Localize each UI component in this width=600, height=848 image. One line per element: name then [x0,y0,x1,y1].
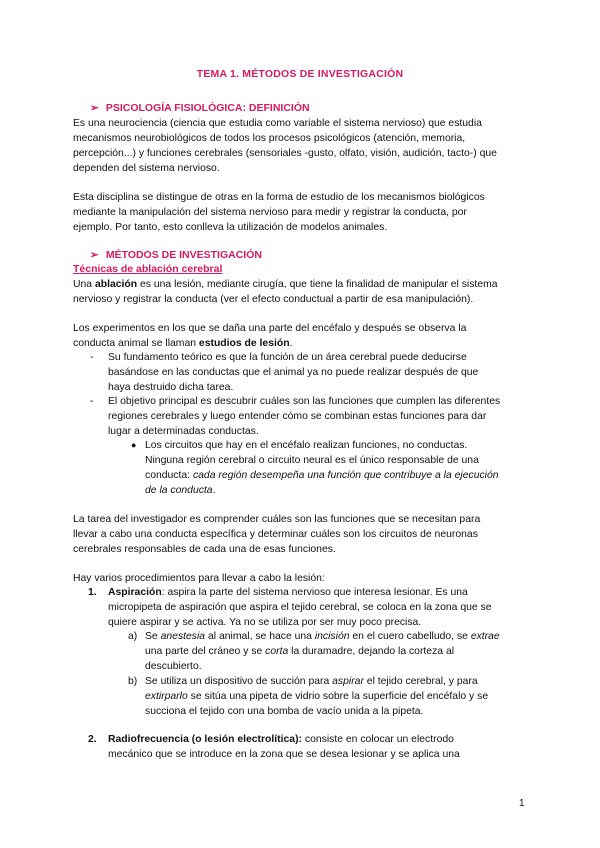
text-line: percepción...) y funciones cerebrales (sensoriales -gusto, olfato, visión, audición, tacto-) que [73,148,497,159]
text-line: succiona el tejido con una bomba de vacío unida a la pipeta. [145,706,424,717]
page-title: TEMA 1. MÉTODOS DE INVESTIGACIÓN [196,68,404,80]
item-number: 1. [88,587,97,598]
text-run: Se [145,631,161,642]
text-line: lugar a determinadas conductas. [108,426,259,437]
text-run: consiste en colocar un electrodo [302,734,454,745]
bold-term: Radiofrecuencia (o lesión electrolítica): [108,734,303,745]
text-line: Los experimentos en los que se daña una parte del encéfalo y después se observa la [73,323,467,334]
section-heading-text: MÉTODOS DE INVESTIGACIÓN [105,249,262,261]
dash-list-item [90,350,479,395]
section-heading-definicion [90,102,310,114]
section-heading-metodos [90,249,262,261]
italic-run: extrae [470,631,500,642]
text-line: mecanismos neurobiológicos de todos los procesos psicológicos (atención, memoria, [73,133,466,144]
text-run: . [289,338,293,349]
item-letter: b) [128,676,138,687]
text-run: al animal, se hace una [205,631,315,642]
text-run: en el cuero cabelludo, se [349,631,471,642]
text-line: mecánico que se introduce en la zona que se desea lesionar y se aplica una [108,749,460,760]
text-run: Una [73,279,95,290]
text-line: regiones cerebrales y luego entender cómo se combinan estas funciones para dar [108,411,487,422]
bold-term: Aspiración [108,587,162,598]
text-line: Los circuitos que hay en el encéfalo realizan funciones, no conductas. [145,440,468,451]
paragraph-procedures-intro: Hay varios procedimientos para llevar a cabo la lesión: [73,573,325,584]
text-line: quiere aspirar y se activa. Ya no se utiliza por ser muy poco precisa. [108,617,422,628]
text-run: Se utiliza un dispositivo de succión para [145,676,333,687]
numbered-item-aspiracion [88,585,492,630]
lettered-item-b [128,674,489,719]
text-run: una parte del cráneo y se [145,646,266,657]
italic-run: extirparlo [145,691,188,702]
text-line [108,585,492,600]
arrow-bullet-icon: ➢ [90,102,99,114]
text-run: la duramadre, dejando la corteza al [288,646,455,657]
text-run: conducta animal se llaman [73,338,199,349]
bold-term: estudios de lesión [198,338,290,349]
paragraph-experiments [73,321,466,351]
circle-list-item [131,438,499,498]
text-line [73,277,498,292]
italic-run: anestesia [160,631,206,642]
paragraph-discipline [73,190,485,235]
item-letter: a) [128,631,138,642]
text-run: . [212,485,216,496]
text-line: descubierto. [145,661,202,672]
text-run: : aspira la parte del sistema nervioso que interesa lesionar. Es una [161,587,468,598]
item-number: 2. [88,734,97,745]
text-line: ejemplo. Por tanto, esto conlleva la utilización de modelos animales. [73,222,388,233]
text-line: micropipeta de aspiración que aspira el tejido cerebral, se coloca en la zona que se [108,602,492,613]
text-line [73,336,466,351]
text-run: el tejido cerebral, y para [363,676,478,687]
italic-run: cada región desempeña una función que contribuye a la ejecución [192,470,499,481]
text-run: conducta: [145,470,193,481]
bold-term: ablación [94,279,138,290]
text-line [108,732,460,747]
text-line [145,483,499,498]
text-line [145,644,500,659]
text-line: La tarea del investigador es comprender cuáles son las funciones que se necesitan para [73,514,481,525]
text-line: haya destruido dicha tarea. [108,382,234,393]
text-line: nervioso y registrar la conducta (ver el efecto conductual a partir de esa manipulación). [73,294,474,305]
text-line: Ninguna región cerebral o circuito neural es el único responsable de una [145,455,479,466]
text-line [145,468,499,483]
italic-run: corta [265,646,289,657]
text-line: El objetivo principal es descubrir cuáles son las funciones que cumplen las diferentes [108,396,501,407]
text-line [145,689,488,704]
text-line: Es una neurociencia (ciencia que estudia como variable el sistema nervioso) que estudia [73,118,482,129]
section-heading-text: PSICOLOGÍA FISIOLÓGICA: DEFINICIÓN [105,102,310,114]
italic-run: incisión [314,631,350,642]
text-line: llevar a cabo una conducta específica y determinar cuáles son los circuitos de neuronas [73,529,478,540]
italic-run: aspirar [332,676,364,687]
circle-bullet-icon: ● [131,440,137,450]
arrow-bullet-icon: ➢ [90,249,99,261]
text-line: basándose en las conductas que el animal ya no puede realizar después de que [108,367,479,378]
text-line [145,674,488,689]
dash-bullet: - [90,352,94,363]
paragraph-definition [73,116,497,176]
numbered-item-radiofrecuencia [88,732,460,762]
text-line [145,629,500,644]
dash-list-item [90,394,501,439]
lettered-item-a [128,629,500,674]
paragraph-ablacion [73,277,498,307]
italic-run: de la conducta [145,485,213,496]
text-run: es una lesión, mediante cirugía, que tiene la finalidad de manipular el sistema [137,279,498,290]
subheading-ablacion: Técnicas de ablación cerebral [73,263,223,275]
text-run: se sitúa una pipeta de vidrio sobre la superficie del encéfalo y se [187,691,489,702]
text-line: dependen del sistema nervioso. [73,163,220,174]
text-line: mediante la manipulación del sistema nervioso para medir y registrar la conducta, por [73,207,467,218]
paragraph-tarea [73,512,480,557]
text-line: Su fundamento teórico es que la función de un área cerebral puede deducirse [108,352,467,363]
dash-bullet: - [90,396,94,407]
text-line: cerebrales responsables de cada una de esas funciones. [73,544,336,555]
page-number: 1 [519,798,525,809]
text-line: Esta disciplina se distingue de otras en la forma de estudio de los mecanismos biológicos [73,192,485,203]
